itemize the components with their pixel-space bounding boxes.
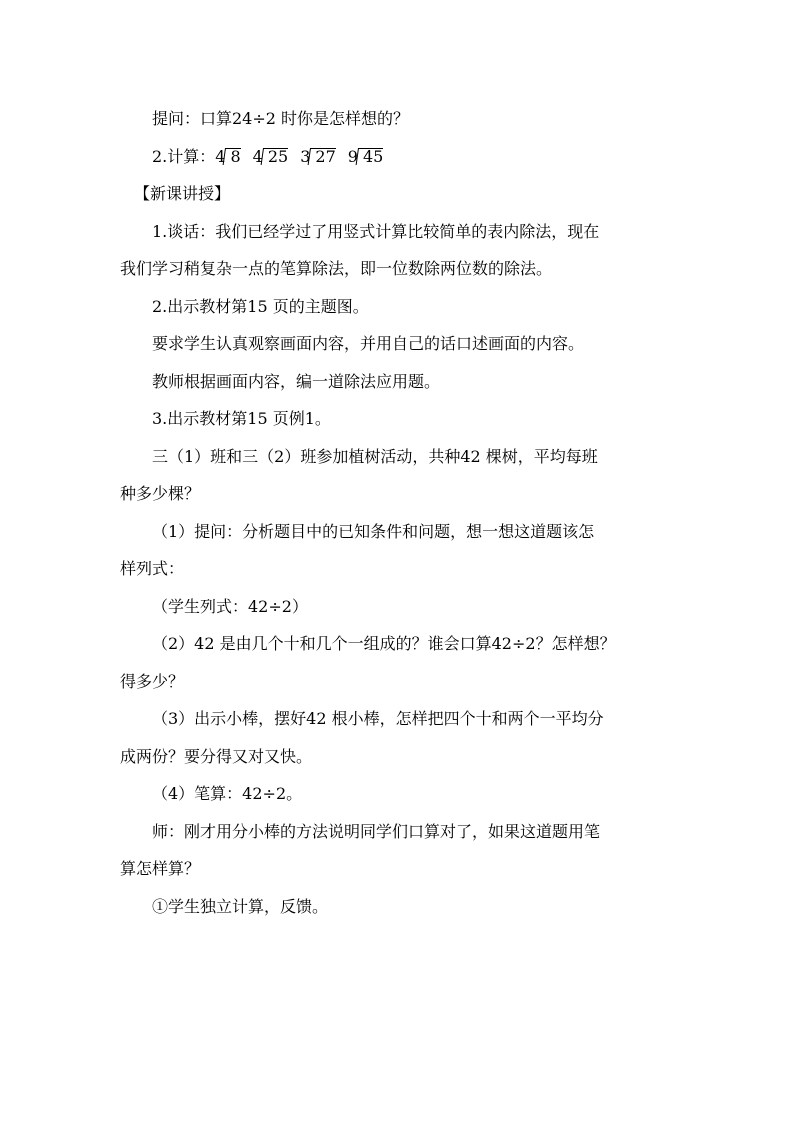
paragraph-calculation <box>120 138 690 176</box>
paragraph-show-picture: 2.出示教材第15 页的主题图。 <box>152 296 369 316</box>
paragraph-step-3: （3）出示小棒，摆好42 根小棒，怎样把四个十和两个一平均分 <box>152 709 604 728</box>
paragraph-talk-cont: 我们学习稍复杂一点的笔算除法，即一位数除两位数的除法。 <box>120 259 553 278</box>
calc-label: 2.计算： <box>152 146 216 166</box>
division-list <box>215 138 383 176</box>
paragraph-step-1: （1）提问：分析题目中的已知条件和问题，想一想这道题该怎 <box>152 521 595 541</box>
long-division-1 <box>215 138 240 176</box>
long-division-3 <box>300 138 336 176</box>
paragraph-step-4: （4）笔算：42÷2。 <box>152 784 303 803</box>
divisor: 3 <box>300 146 311 166</box>
paragraph-student-expr: （学生列式：42÷2） <box>152 596 308 616</box>
paragraph-example: 3.出示教材第15 页例1。 <box>152 409 331 428</box>
paragraph-observe: 要求学生认真观察画面内容，并用自己的话口述画面的内容。 <box>152 334 585 353</box>
paragraph-problem-cont: 种多少棵？ <box>120 484 201 503</box>
long-division-4 <box>348 138 384 176</box>
section-heading: 【新课讲授】 <box>134 184 231 203</box>
paragraph-step-3-cont: 成两份？要分得又对又快。 <box>120 746 313 766</box>
paragraph-step-2: （2）42 是由几个十和几个一组成的？谁会口算42÷2？怎样想？ <box>152 634 616 653</box>
lesson-text <box>120 100 690 925</box>
paragraph-teacher-remark: 师：刚才用分小棒的方法说明同学们口算对了，如果这道题用笔 <box>152 821 601 841</box>
paragraph-problem: 三（1）班和三（2）班参加植树活动，共种42 棵树，平均每班 <box>152 446 598 466</box>
paragraph-independent: ①学生独立计算，反馈。 <box>152 896 329 916</box>
dividend: 45 <box>358 148 383 165</box>
long-division-2 <box>253 138 289 176</box>
paragraph-question: 提问：口算24÷2 时你是怎样想的？ <box>152 109 410 128</box>
paragraph-teacher-remark-cont: 算怎样算？ <box>120 859 201 878</box>
paragraph-teacher: 教师根据画面内容，编一道除法应用题。 <box>152 371 441 391</box>
dividend: 8 <box>225 148 240 165</box>
dividend: 27 <box>310 148 335 165</box>
paragraph-step-1-cont: 样列式： <box>120 559 185 578</box>
divisor: 9 <box>347 146 358 166</box>
dividend: 25 <box>263 148 288 165</box>
divisor: 4 <box>252 146 263 166</box>
divisor: 4 <box>215 146 226 166</box>
paragraph-talk: 1.谈话：我们已经学过了用竖式计算比较简单的表内除法，现在 <box>152 221 600 241</box>
paragraph-step-2-cont: 得多少？ <box>120 671 185 691</box>
